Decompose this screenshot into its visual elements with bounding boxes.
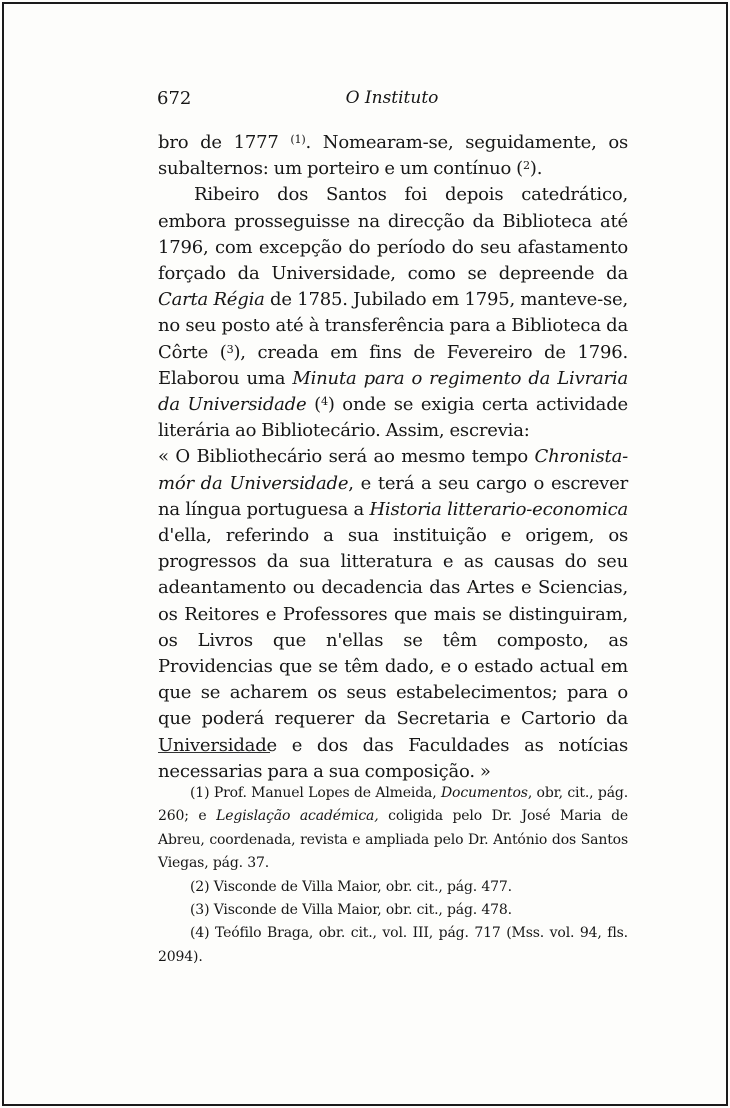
footnote-1: (1) Prof. Manuel Lopes de Almeida, Documentos, obr, cit., pág. 260; e Legislação académica, coligida pelo Dr. José Maria de Abreu, coordenada, revista e ampliada pelo Dr. António dos Santos Viegas, pág. 37.: [158, 785, 629, 872]
running-title: O Instituto: [345, 88, 439, 108]
minuta-title: Minuta para o regimento da Livraria da Universidade: [158, 367, 628, 416]
carta-regia-title: Carta Régia: [158, 289, 265, 311]
footnote-ref-4: 4: [320, 395, 328, 409]
main-text: [158, 130, 628, 785]
footnote-divider: [158, 752, 270, 753]
footnote-3: (3) Visconde de Villa Maior, obr. cit., pág. 478.: [190, 902, 512, 919]
footnote-ref-2: 2: [522, 159, 530, 173]
footnote-4: (4) Teófilo Braga, obr. cit., vol. III, pág. 717 (Mss. vol. 94, fls. 2094).: [158, 925, 628, 965]
paragraph-ribeiro: Ribeiro dos Santos foi depois catedrático, embora prosseguisse na direcção da Biblioteca até 1796, com excepção do período do seu afastamento forçado da Universidade, como se depreende da Carta Régia de 1785. Jubilado em 1795, manteve-se, no seu posto até à transferência para a Biblioteca da Côrte ($^3$), creada em fins de Fevereiro de 1796. Elaborou uma Minuta para o regimento da Livraria da Universidade ($^4$) onde se exigia certa actividade literária ao Bibliotecário. Assim, escrevia:: [158, 184, 629, 442]
paragraph-continuation: bro de 1777 $^{(1)}$. Nomearam-se, seguidamente, os subalternos: um porteiro e um contínuo ($^2$).: [158, 132, 628, 180]
footnote-2: (2) Visconde de Villa Maior, obr. cit., pág. 477.: [190, 878, 512, 895]
footnote-ref-1: (1): [290, 132, 306, 146]
chronista-title: Chronista-mór da Universidade: [158, 446, 628, 494]
footnote-ref-3: 3: [226, 342, 234, 356]
page-number: 672: [157, 88, 192, 109]
block-quote: « O Bibliothecário será ao mesmo tempo Chronista-mór da Universidade, e terá a seu cargo o escrever na língua portuguesa a Historia litterario-economica d'ella, referindo a sua instituição e origem, os progressos da sua litteratura e as causas do seu adeantamento ou decadencia das Artes e Sciencias, os Reitores e Professores que mais se distinguiram, os Livros que n'ellas se têm composto, as Providencias que se têm dado, e o estado actual em que se acharem os seus estabelecimentos; para o que poderá requerer da Secretaria e Cartorio da Universidade e dos das Faculdades as notícias necessarias para a sua composição. »: [158, 446, 629, 782]
page-header: [157, 88, 627, 112]
historia-title: Historia litterario-economica: [369, 498, 629, 520]
footnotes: [158, 782, 628, 969]
